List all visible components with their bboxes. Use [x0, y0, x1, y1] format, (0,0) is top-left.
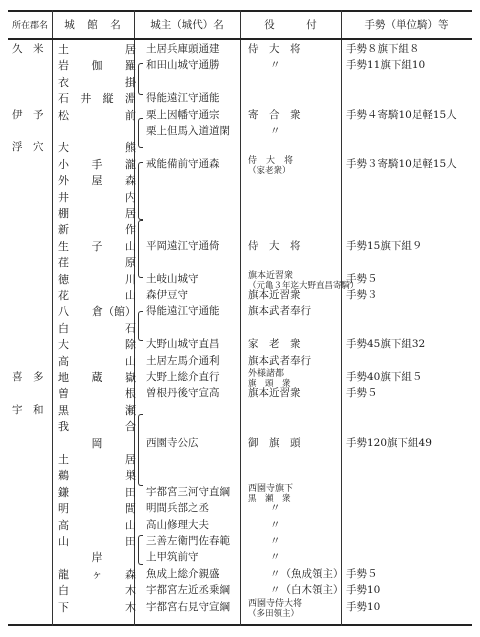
castle-name: [58, 371, 136, 384]
castle-char: 嶽: [125, 371, 136, 384]
role-cell: 外様諸都: [248, 369, 285, 379]
castle-char: 高: [58, 355, 69, 368]
lord-cell: 上甲筑前守: [146, 551, 199, 563]
county-cell: 浮 穴: [12, 141, 44, 153]
group-brace: [138, 63, 143, 95]
group-brace: [138, 535, 143, 565]
castle-name: [58, 289, 136, 302]
column-divider: [341, 10, 342, 626]
role-cell: 侍 大 将: [248, 240, 301, 252]
header-troops: 手勢（単位騎）等: [364, 18, 449, 31]
role-cell: 〃: [270, 551, 281, 563]
castle-char: 下: [58, 601, 69, 614]
castle-char: 作: [125, 223, 136, 236]
castle-name: [58, 486, 136, 499]
lord-cell: 平岡遠江守通倚: [146, 240, 220, 252]
role-note-cell: （元亀３年迄大野直昌寄騎）: [248, 281, 359, 291]
castle-name: [58, 109, 136, 122]
castle-char: 鵜: [58, 469, 69, 482]
lord-cell: 森伊豆守: [146, 289, 188, 301]
role-cell: 〃（魚成領主）: [270, 568, 344, 580]
castle-char: 松: [58, 109, 69, 122]
castle-char: 熊: [125, 141, 136, 154]
castle-name: [58, 223, 136, 236]
lord-cell: 土居兵庫頭通建: [146, 43, 220, 55]
lord-cell: 三善左衛門佐春範: [146, 535, 230, 547]
lord-cell: 戒能備前守通森: [146, 158, 220, 170]
castle-char: 居: [125, 453, 136, 466]
castle-char: 居: [125, 207, 136, 220]
lord-cell: 栗上但馬入道道閑: [146, 125, 230, 137]
castle-char: 山: [125, 519, 136, 532]
castle-char: 縦: [102, 92, 114, 105]
castle-char: 居: [125, 43, 136, 56]
troops-cell: 手勢５: [346, 387, 378, 399]
castle-name: [58, 584, 136, 597]
castle-char: 井: [80, 92, 92, 105]
lord-cell: 魚成上総介親盛: [146, 568, 220, 580]
castle-char: 屋: [91, 174, 103, 187]
role-cell: 〃: [270, 502, 281, 514]
troops-cell: 手勢３: [346, 289, 378, 301]
document-page: [8, 10, 472, 626]
lord-cell: 高山修理大夫: [146, 519, 209, 531]
castle-name: [58, 76, 136, 89]
castle-name: [58, 92, 136, 105]
role-cell: 旗本近習衆: [248, 387, 301, 399]
county-cell: 久 米: [12, 43, 44, 55]
castle-char: 我: [58, 420, 69, 433]
role-cell: 寄 合 衆: [248, 109, 301, 121]
role-cell: 〃（白木領主）: [270, 584, 344, 596]
troops-cell: 手勢３寄騎10足軽15人: [346, 158, 457, 170]
lord-cell: 大野上総介直行: [146, 371, 220, 383]
county-cell: 伊 予: [12, 109, 44, 121]
castle-char: 間: [125, 502, 136, 515]
castle-char: ヶ: [91, 568, 103, 581]
lord-cell: 西園寺公広: [146, 437, 199, 449]
group-brace: [138, 311, 143, 341]
lord-cell: 土岐山城守: [146, 273, 199, 285]
castle-char: 石: [125, 322, 136, 335]
castle-name: [58, 59, 136, 72]
castle-char: 伽: [91, 59, 103, 72]
castle-char: 明: [58, 502, 69, 515]
castle-char: 八: [58, 305, 69, 318]
troops-cell: 手勢８旗下組８: [346, 43, 420, 55]
group-brace: [138, 414, 143, 486]
castle-char: 曽: [58, 387, 69, 400]
column-divider: [52, 10, 53, 626]
castle-char: 淵: [124, 92, 136, 105]
castle-char: 森: [125, 568, 136, 581]
castle-name: [58, 141, 136, 154]
castle-name: [58, 387, 136, 400]
role-cell: 旗本武者奉行: [248, 305, 311, 317]
castle-char: 黒: [58, 404, 69, 417]
castle-char: 子: [91, 240, 103, 253]
castle-char: 外: [58, 174, 69, 187]
castle-char: 山: [125, 355, 136, 368]
header-castle: 城 館 名: [64, 18, 122, 31]
role-cell: 西園寺旗下: [248, 484, 294, 494]
castle-char: 生: [58, 240, 69, 253]
castle-name: [58, 404, 136, 417]
header-county: 所在郡名: [11, 20, 48, 31]
castle-char: 土: [58, 43, 69, 56]
castle-name: [58, 322, 136, 335]
castle-name: [58, 355, 136, 368]
castle-char: 花: [58, 289, 69, 302]
castle-name: [58, 601, 136, 614]
castle-char: 根: [125, 387, 136, 400]
castle-char: 巣: [125, 469, 136, 482]
role-cell: 〃: [270, 125, 281, 137]
castle-char: 川: [125, 273, 136, 286]
castle-name: [58, 174, 136, 187]
castle-char: 土: [58, 453, 69, 466]
troops-cell: 手勢11旗下組10: [346, 59, 426, 71]
role-note-cell: 旗 頭 衆: [248, 379, 291, 389]
header-lord: 城主（城代）名: [150, 18, 224, 31]
castle-name: [58, 519, 136, 532]
lord-cell: 曽根丹後守宣高: [146, 387, 220, 399]
castle-char: 白: [58, 584, 69, 597]
lord-cell: 宇都宮左近丞乗綱: [146, 584, 230, 596]
castle-char: 山: [125, 240, 136, 253]
castle-char: 田: [125, 486, 136, 499]
castle-char: 田: [125, 535, 136, 548]
lord-cell: 宇都宮右見守宣綱: [146, 601, 230, 613]
troops-cell: 手勢４寄騎10足軽15人: [346, 109, 457, 121]
castle-char: 高: [58, 519, 69, 532]
castle-name: [58, 568, 136, 581]
castle-char: 岸: [91, 551, 103, 564]
castle-name: [58, 437, 136, 450]
county-cell: 喜 多: [12, 371, 44, 383]
castle-char: 地: [58, 371, 69, 384]
castle-char: 石: [58, 92, 69, 105]
castle-name: [58, 420, 136, 433]
castle-name: [58, 535, 136, 548]
group-brace: [138, 162, 143, 220]
castle-name: [58, 240, 136, 253]
role-cell: 〃: [270, 59, 281, 71]
castle-char: 白: [58, 322, 69, 335]
castle-name: [58, 453, 136, 466]
castle-char: 岩: [58, 59, 69, 72]
castle-char: 山: [125, 289, 136, 302]
castle-char: 大: [58, 338, 69, 351]
castle-char: 合: [125, 420, 136, 433]
castle-char: 木: [125, 584, 136, 597]
castle-char: 棚: [58, 207, 69, 220]
lord-cell: 宇都宮三河守直綱: [146, 486, 230, 498]
castle-char: 荏: [58, 256, 69, 269]
troops-cell: 手勢10: [346, 584, 381, 596]
role-cell: 侍 大 将: [248, 43, 301, 55]
castle-char: 森: [125, 174, 136, 187]
role-cell: 〃: [270, 519, 281, 531]
role-note-cell: （多田領主）: [248, 609, 300, 619]
castle-char: 掛: [125, 76, 136, 89]
troops-cell: 手勢40旗下組５: [346, 371, 423, 383]
role-cell: 侍 大 将: [248, 156, 294, 166]
castle-char: 岡: [91, 437, 103, 450]
lord-cell: 土居左馬介通利: [146, 355, 220, 367]
castle-char: 除: [125, 338, 136, 351]
castle-char: 瀬: [125, 404, 136, 417]
header-divider: [8, 38, 472, 40]
castle-char: 新: [58, 223, 69, 236]
castle-name: [58, 305, 136, 318]
lord-cell: 得能遠江守通能: [146, 305, 220, 317]
castle-char: 倉（館）: [92, 305, 136, 318]
troops-cell: 手勢45旗下組32: [346, 338, 426, 350]
troops-cell: 手勢120旗下組49: [346, 437, 432, 449]
castle-char: 瀧: [125, 158, 136, 171]
castle-name: [58, 191, 136, 204]
castle-char: 山: [58, 535, 69, 548]
lord-cell: 栗上因幡守通宗: [146, 109, 220, 121]
troops-cell: 手勢10: [346, 601, 381, 613]
castle-char: 鎌: [58, 486, 69, 499]
castle-char: 井: [58, 191, 69, 204]
group-brace: [138, 220, 143, 278]
role-note-cell: 黒 瀬 衆: [248, 494, 291, 504]
role-cell: 旗本武者奉行: [248, 355, 311, 367]
castle-char: 衣: [58, 76, 69, 89]
castle-name: [58, 273, 136, 286]
troops-cell: 手勢５: [346, 568, 378, 580]
castle-name: [58, 469, 136, 482]
header-role: 役 付: [264, 18, 317, 31]
role-note-cell: （家老衆）: [248, 166, 291, 176]
castle-char: 大: [58, 141, 69, 154]
castle-name: [58, 502, 136, 515]
role-cell: 旗本近習衆: [248, 289, 301, 301]
role-cell: 御 旗 頭: [248, 437, 301, 449]
castle-name: [58, 338, 136, 351]
castle-char: 小: [58, 158, 69, 171]
castle-char: 手: [91, 158, 103, 171]
column-divider: [240, 10, 241, 626]
troops-cell: 手勢５: [346, 273, 378, 285]
castle-char: 木: [125, 601, 136, 614]
castle-name: [58, 43, 136, 56]
castle-name: [58, 207, 136, 220]
castle-char: 羅: [125, 59, 136, 72]
castle-char: 蔵: [91, 371, 103, 384]
castle-name: [58, 158, 136, 171]
lord-cell: 大野山城守直昌: [146, 338, 220, 350]
castle-char: 内: [125, 191, 136, 204]
lord-cell: 和田山城守通勝: [146, 59, 220, 71]
castle-char: 龍: [58, 568, 69, 581]
role-cell: 家 老 衆: [248, 338, 301, 350]
role-cell: 〃: [270, 535, 281, 547]
castle-char: 原: [125, 256, 136, 269]
castle-char: 前: [125, 109, 136, 122]
castle-name: [58, 551, 136, 564]
role-cell: 旗本近習衆: [248, 271, 294, 281]
group-brace: [138, 118, 143, 148]
lord-cell: 明間兵部之丞: [146, 502, 209, 514]
castle-char: 徳: [58, 273, 69, 286]
troops-cell: 手勢15旗下組９: [346, 240, 423, 252]
county-cell: 宇 和: [12, 404, 44, 416]
role-cell: 西園寺侍大将: [248, 599, 303, 609]
castle-name: [58, 256, 136, 269]
lord-cell: 得能遠江守通能: [146, 92, 220, 104]
